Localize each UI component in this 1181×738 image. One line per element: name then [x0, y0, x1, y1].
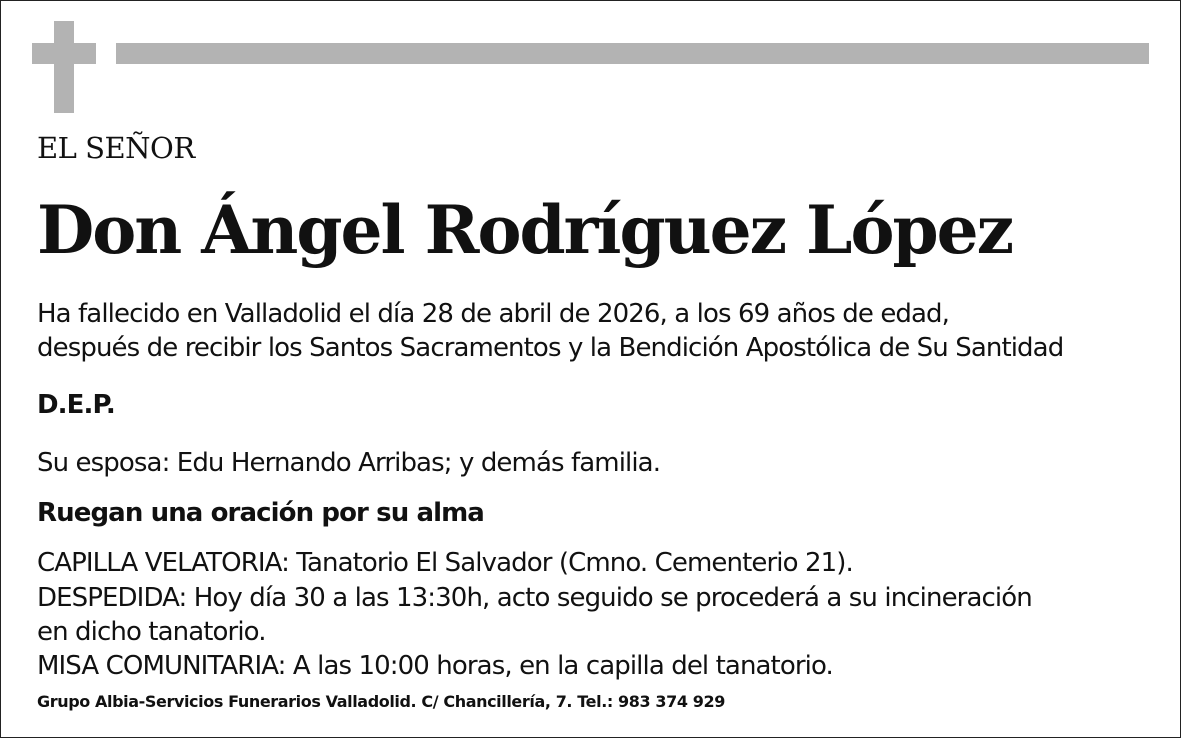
latin-cross-icon: [32, 21, 96, 113]
prayer-request: Ruegan una oración por su alma: [37, 498, 484, 528]
detail-line-4: MISA COMUNITARIA: A las 10:00 horas, en la capilla del tanatorio.: [37, 651, 833, 681]
announcement-line-1: Ha fallecido en Valladolid el día 28 de abril de 2026, a los 69 años de edad,: [37, 299, 950, 329]
funeral-home-footer: Grupo Albia-Servicios Funerarios Valladolid. C/ Chancillería, 7. Tel.: 983 374 929: [37, 692, 725, 711]
detail-line-3: en dicho tanatorio.: [37, 617, 266, 647]
detail-line-1: CAPILLA VELATORIA: Tanatorio El Salvador (Cmno. Cementerio 21).: [37, 548, 853, 578]
detail-line-2: DESPEDIDA: Hoy día 30 a las 13:30h, acto seguido se procederá a su incineración: [37, 583, 1032, 613]
header-rule: [116, 43, 1149, 64]
family-line: Su esposa: Edu Hernando Arribas; y demás familia.: [37, 448, 661, 478]
rip-label: D.E.P.: [37, 390, 115, 420]
title-prefix: EL SEÑOR: [37, 131, 195, 165]
deceased-name: Don Ángel Rodríguez López: [37, 191, 1013, 269]
cross-vertical-beam: [54, 21, 74, 113]
cross-horizontal-beam: [32, 43, 96, 64]
announcement-line-2: después de recibir los Santos Sacramentos y la Bendición Apostólica de Su Santidad: [37, 333, 1064, 363]
